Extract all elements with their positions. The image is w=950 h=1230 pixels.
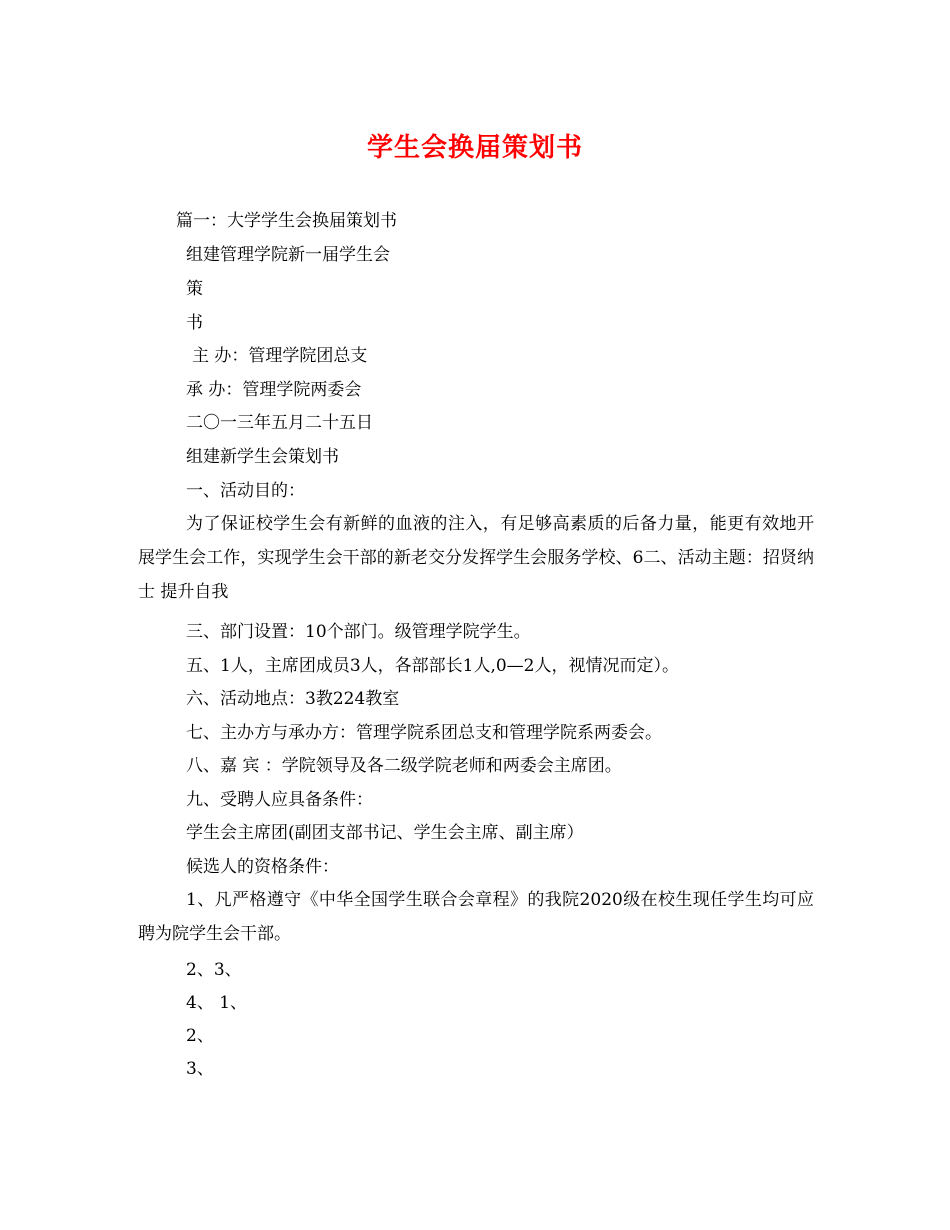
document-title: 学生会换届策划书 bbox=[366, 133, 583, 163]
doc-line-item-2: 2、 bbox=[186, 1026, 214, 1046]
doc-line-section-3: 三、部门设置：10个部门。级管理学院学生。 bbox=[186, 622, 531, 642]
doc-line-item-2-3: 2、3、 bbox=[186, 960, 242, 980]
doc-line-chapter: 篇一：大学学生会换届策划书 bbox=[176, 211, 397, 231]
doc-line-co-organizer: 承 办：管理学院两委会 bbox=[186, 380, 362, 400]
doc-line-item-3: 3、 bbox=[186, 1059, 214, 1079]
doc-line-date: 二〇一三年五月二十五日 bbox=[186, 413, 373, 433]
doc-line-organizer: 主 办：管理学院团总支 bbox=[192, 346, 368, 366]
doc-line-section-1: 一、活动目的： bbox=[186, 481, 305, 501]
doc-line-item-4-1: 4、 1、 bbox=[186, 993, 248, 1013]
doc-line-section-5: 五、1人，主席团成员3人，各部部长1人,0—2人，视情况而定）。 bbox=[186, 656, 679, 676]
doc-line-cover-shu: 书 bbox=[186, 313, 203, 333]
doc-line-section-9: 九、受聘人应具备条件： bbox=[186, 790, 373, 810]
doc-paragraph-item-1: 1、凡严格遵守《中华全国学生联合会章程》的我院2020级在校生现任学生均可应聘为院学生会干部。 bbox=[138, 890, 814, 944]
doc-line-subtitle: 组建新学生会策划书 bbox=[186, 447, 339, 467]
doc-line-cover-ce: 策 bbox=[186, 279, 203, 299]
doc-line-section-7: 七、主办方与承办方：管理学院系团总支和管理学院系两委会。 bbox=[186, 723, 662, 743]
doc-line-presidium: 学生会主席团(副团支部书记、学生会主席、副主席） bbox=[186, 823, 584, 843]
doc-paragraph-purpose: 为了保证校学生会有新鲜的血液的注入，有足够高素质的后备力量，能更有效地开展学生会工作，实现学生会干部的新老交分发挥学生会服务学校、6二、活动主题：招贤纳士 提升自我 bbox=[138, 514, 814, 602]
doc-line-section-6: 六、活动地点：3教224教室 bbox=[186, 689, 400, 709]
doc-line-qualifications: 候选人的资格条件： bbox=[186, 857, 339, 877]
doc-line-cover-title: 组建管理学院新一届学生会 bbox=[186, 245, 390, 265]
doc-line-section-8: 八、嘉 宾 ：学院领导及各二级学院老师和两委会主席团。 bbox=[186, 756, 622, 776]
